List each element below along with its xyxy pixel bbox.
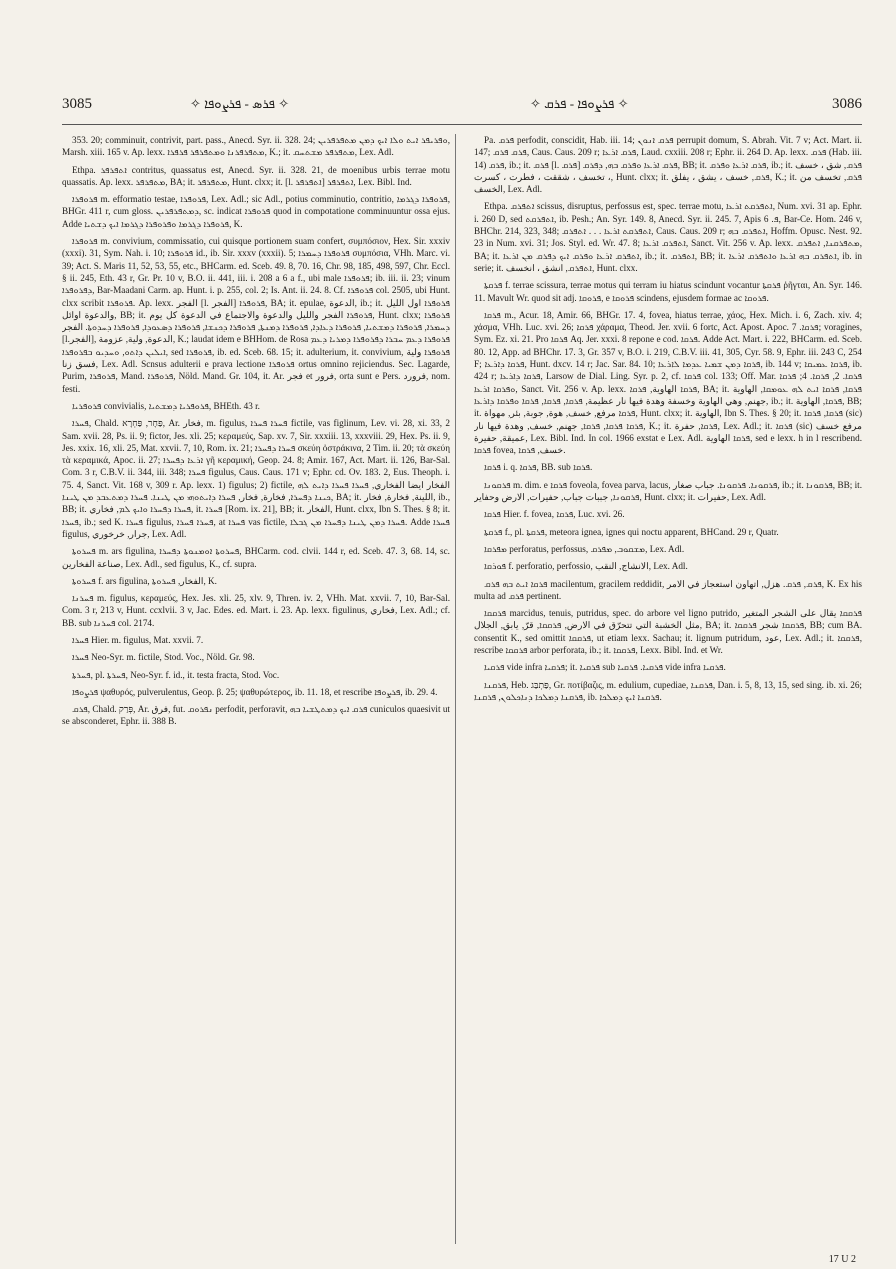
dictionary-entry: ܦܚܪܐ, Chald. פַּחָר, פַּחְרָא, Ar. فخار, m. figulus, ܦܚܪܐ ܦܚܪܐ fictile, vas figlinum, Lev. vi. 28, xi. 33, 2 Sam. xvii. 28, Ps. ii. 9; fictor, Jes. xli. 25; κεραμεύς, Sap. xv. 7, Sir. xxxiii. 13, xxxviii. 29, Hex. Ps. ii. 9, Jes. xxix. 16, xli. 25, Mat. xxvii. 7, 10, Rom. ix. 21; ܦܚܪܐ ܕܦܚܪܐ σκεύη ὀστράκινα, 2 Tim. ii. 20; τὰ σκεύη τὰ κεραμικά, Apoc. ii. 27; ܐܪܥܐ ܕܦܚܪܐ γῆ κεραμική, Geop. 24. 8; Amir. 167, Act. Mart. ii. 126, Bar-Sal. Com. 3 r, C.B.V. ii. 344, iii. 348; ܦܚܪܐ figulus, Caus. Caus. 171 v; Ephr. cd. Ov. 183. 2, Eus. Theoph. i. 75. 4, Sanct. Vit. 168 v, 309 r. Ap. lexx. 1) figulus; 2) fictile, الفخار ايضا الفخاري, ܦܚܪܐ ܦܚܪܐ ܕܐܝܬ ܠܗ ܟܝܢܐ ܕܦܚܪܐ, فخارة, فخار, ܦܚܪܐ ܕܐܝܬܘܗܝ ܡܢ ܛܝܢܐ. ܦܚܪܐ ܕܡܬܥܒܕ ܡܢ ܛܝܢܐ, BA; it. اللينة, فخارة, فخار, ib., BB; it. ܦܚܪܐ ܕܦܚܪܐ ܘܐܝܟ ܠܡ, فخاري, it. ܦܚܪܐ [Rom. ix. 21], BB; it. الفخار, Hunt. clxx, Ibn S. Thes. § 8; it. ܦܚܪܐ, ib.; sed K. ܦܚܪܐ figulus, ܦܚܪܐ ܦܚܪܐ, at ܦܚܪܐ vas fictile, ܦܚܪܐ ܕܡܢ ܛܝܢܐ ܕܦܚܪܐ ܡܢ ܓܒܠܐ. Adde ܦܚܪܐ figulus, جرار, خرخوري, Lex. Adl. [62, 418, 450, 539]
dictionary-entry: ܦܚܪܬܐ, pl. ܦܚܪܬܐ, Neo-Syr. f. id., it. testa fracta, Stod. Voc. [72, 669, 280, 680]
left-page-number: 3085 [62, 96, 92, 112]
dictionary-entry: ܦܚܪܘܬܐ f. ars figulina, الفخار, ܦܚܪܘܬܐ, K. [72, 575, 217, 586]
dictionary-entry: ܦܪܩܝܐ vide infra ܦܪܩܝܐ; it. ܦܪܩܝܐ sub ܦܪܩܝܐ. ܦܪܩܝܐ vide infra ܦܪܩܝܐ. [484, 662, 726, 673]
dictionary-entry: Pa. ܦܪܩ perfodit, conscidit, Hab. iii. 14; ܦܪܩ ܐܢܘܢ perrupit domum, S. Abrah. Vit. 7 v; Act. Mart. ii. 147; ܦܪܩ ܦܪܩ, Caus. Caus. 209 r; ܦܪܩ ܐܪܥܐ, Laud. cxxiii. 208 r; Ephr. ii. 264 D. Ap. lexx. ܦܪܩ (Hab. iii. 14) ܦܪܩ, ib.; it. ܦܪܩ [l. ܦܪܩ] ܦܪܩ ܐܪܥܐ ܘܦܪܩ ܒܗ, ܕܦܪܩ, BB; it. ܦܪܩ ܐܪܥܐ ܘܦܪܩ, ib.; it. ܦܪܩ, شق ، خسف ، تخسف ، شققت ، فطرت ، كسرت, Hunt. clxx; it. ܦܪܩ, خسف ، يشق ، يفلق, K.; it. ܦܪܩ, تخسف من الخسف, Lex. Adl. [474, 135, 862, 195]
dictionary-entry: ܦܪܩܩܐ marcidus, tenuis, putridus, spec. do arbore vel ligno putrido, ܦܪܩܩܐ يقال على الشجر المتغير مثل الخشبة التي تتحرّق في الارض, ܦܪܩܩܐ, قرّ, يابق, الجلال, BA; it. ܦܪܩܩܐ شجر ܦܪܩܩܐ, BB; cum BA. consentit K., sed omittit ܦܪܩܩܐ, ut etiam lexx. Sachau; it. lignum putridum, عود, Lex. Adl.; it. ܦܪܩܩܐ, rescribe ܦܪܩܩܐ arbor perforata, ib.; it. ܦܪܩܩܐ, Lexx. Bibl. Ind. et Wr. [474, 608, 862, 655]
dictionary-entry: ܦܘܪܩܐ f. perforatio, perfossio, الانشاج, النقب, Lex. Adl. [484, 561, 688, 572]
dictionary-entry: ܦܪܩܐ Hier. f. fovea, ܦܪܩܐ, Luc. xvi. 26. [484, 509, 625, 520]
dictionary-entry: ܦܪܩܢܐ, Heb. פַּתְבַּג, Gr. ποτίβαζις, m. edulium, cupediae, ܦܪܩܢܐ, Dan. i. 5, 8, 13, 15, sed sing. ib. xi. 26; ܦܪܩܢܐ ܕܡܠܟܐ ܕܢܐܟܠܘܢ, ܦܪܩܢܐ, ib. ܦܪܩܢܐ ܐܝܟ ܕܡܠܟܐ. [474, 679, 862, 702]
dictionary-entry: ܦܪܩܬܐ f., pl. ܦܪܩܬܐ, meteora ignea, ignes qui noctu apparent, BHCand. 29 r, Quatr. [484, 526, 779, 537]
left-running-head: ✧ ܦܪܣ - ܦܪܨܘܦܐ ✧ [190, 96, 290, 111]
dictionary-entry: 353. 20; comminuit, contrivit, part. pass., Anecd. Syr. ii. 328. 24; ܘܦܪܝܦܪ ܐܝܬ ܘܠܐ ܐܝܟ ܕܡܢ ܡܬܦܪܦܪܝܢ, Marsh. xiii. 165 v. Ap. lexx. ܡܬܦܪܦܪܢܐ ܘܡܬܦܪܦܪ ܦܪܦܪܐ, K.; it. ܡܬܦܪܦܪ ܡܫܬܚܩ, Lex. Adl. [62, 135, 450, 158]
dictionary-entry: ܡܦܪܩܐ perforatus, perfossus, ܡܫܩܘܒ, ܡܦܪܩ, Lex. Adl. [484, 543, 685, 554]
dictionary-entry: ܦܪܩܘܢܐ m. dim. e ܦܪܩܐ foveola, fovea parva, lacus, ܦܪܩܘܢܐ. ܦܪܩܘܢܐ. جباب صغار, ib.; it. ܦܪܩܘܢܐ, BB; it. ܦܪܩܘܢܐ, جببات جباب, حفيرات, الارض وحفاير, Hunt. clxx; it. حفيرات, Lex. Adl. [474, 479, 862, 503]
column-divider [455, 134, 456, 1244]
dictionary-entry: ܦܚܪܐ Hier. m. figulus, Mat. xxvii. 7. [72, 634, 204, 645]
dictionary-entry: ܦܚܪܘܬܐ m. ars figulina, ܦܚܪܘܬܐ ܐܘܡܢܘܬܐ ܕܦܚܪܐ, BHCarm. cod. clvii. 144 r, ed. Sceb. 47. 3, 68. 14, sc. صناعة الفخارين, Lex. Adl., sed figulus, K., cf. supra. [62, 546, 450, 569]
dictionary-entry: ܦܪܩܐ ܐܝܬ ܒܗ ܦܪܩ macilentum, gracilem reddidit, ܦܪܩ, ܦܪܩ. هزل, اتهاون استعجاز في الامر, K. Ex his multa ad ܦܪܩ pertinent. [474, 578, 862, 601]
dictionary-entry: ܦܪܩ, Chald. פְּרַק, Ar. فرق, fut. ܢܦܪܘܩ perfodit, perforavit, ܦܪܩ ܐܝܟ ܕܡܬܛܫܝܐ ܒܗ cuniculos quaesivit ut se absconderet, Ephr. ii. 388 B. [62, 704, 450, 727]
dictionary-entry: ܦܪܘܦܪܐ m. convivium, commissatio, cui quisque portionem suam confert, συμπόσιον, Hex. Sir. xxxiv (xxxi). 31, Sym. Nah. i. 10; ܦܪܘܦܪܐ id., ib. Sir. xxxv (xxxii). 5; ܦܪܘܦܪܐ ܕܚܡܪܐ συμπόσια, VHh. Marc. vi. 39; Act. S. Maris 11, 52, 53, 55, etc., BHCarm. ed. Sceb. 49. 8, 70. 16, Chr. 98, 185, 498, 597, Chr. Eccl. § ii. 245, Eth. 43 r, Gr. Pr. 10 v, B.O. ii. 441, iii. i. 208 a 6 a f., ubi male ܦܪܘܦܪܐ; ib. iii. ii. 23; vinum ܕܦܪܘܦܪܐ, Bar-Maadani Carm. ap. Hunt. i. p. 255, col. 2; Is. Ant. ii. 24. 8. Cf. ܦܪܘܦܪܐ col. 2505, ubi Hunt. clxx scribit ܦܪܘܦܪܐ. Ap. lexx. الفجر [l. الفجر] ܦܪܘܦܪܐ, BA; it. epulae, الدعوة, ib.; it. ܦܪܘܦܪܐ اول الليل والدعوة اوائل, BB; it. ܦܪܘܦܪܐ الفجر والليل والدعوة والاجتماع في الدعوة كل يوم, Hunt. clxx; ܦܪܘܦܪܐ ܕܚܡܪܐ, ܦܪܘܦܪܐ ܕܡܫܬܝܐ, ܦܪܘܦܪܐ ܕܥܐܕܐ, ܦܪܘܦܪܐ ܕܡܢܬܐ, ܦܪܘܦܪܐ ܕܟܢܫܐ, ܦܪܘܦܪܐ ܕܣܥܘܕܐ, ܦܪܘܦܪܐ ܕܚܕܘܬܐ. الفجر [l.الفجر], الدعوة, ولية, عزومة, K.; laudat idem e BHHom. de Rosa ܦܪܘܦܪܐ ܕܥܡ ܚܒܪܐ ܕܦܪܘܦܪܐ ܕܡܪܝܐ ܕܥܡ ܐܝܠܝܢ ܕܐܬܘ, ܘܚܕܝܘ ܒܦܪܘܦܪܐ, sed ܦܪܘܦܪܐ, ib. ed. Sceb. 68. 15; it. adulterium, it. convivium, ܦܪܘܦܪܐ ولية فسق زنا, Lex. Adl. Scnsus adulterii e prava lectione ܦܪܘܦܪܐ ortus omnino rejiciendus. Sec. Lagarde, Purim, ܦܪܘܦܪܐ, Mand. ܦܪܘܦܪܐ, Nöld. Mand. Gr. 104, it. Ar. فجر et فرور, orta sunt e Pers. فرورد, nom. festi. [62, 236, 450, 394]
dictionary-entry: ܦܪܘܦܪܝܐ convivialis, ܦܪܘܦܪܝܐ ܕܡܫܬܝܐ, BHEth. 43 r. [72, 400, 260, 411]
right-column [474, 134, 862, 1244]
dictionary-entry: ܦܪܩܐ i. q. ܦܪܩܐ, BB. sub ܦܪܩܐ. [484, 462, 593, 473]
right-running-head: ✧ ܦܪܨܘܦܐ - ܦܪܩ ✧ [530, 96, 629, 111]
right-page-number: 3086 [832, 96, 862, 112]
dictionary-entry: ܦܪܩܐ m., Acur. 18, Amir. 66, BHGr. 17. 4, fovea, hiatus terrae, χάος, Hex. Mich. i. 6, Zach. xiv. 4; χάσμα, VHh. Luc. xvi. 26; ܦܪܩܐ χάραμα, Theod. Jer. xvii. 6 fortc, Act. Apost. Apoc. ܦܪܩܐ. 7; voragines, Sym. Ez. xi. 21. Pro ܦܪܩܐ Aq. Jer. xxxi. 8 repone e cod. ܦܪܩܐ. Adde Act. Mart. i. 222, BHCarm. ed. Sceb. 80. 12, App. ad BHChr. 17. 3, Gr. 357 v, B.O. i. 219, C.B.V. iii. 41, 305, Cyr. 58. 9, Ephr. iii. 243 C, 254 F; ܦܪܩܐ ܕܐܪܥܐ, Hunt. dxcv. 14 r; Jac. Sar. 84. 10; ܦܪܩܐ ܕܡܢ ܫܡܝܐ ܥܕܡܐ ܠܐܪܥܐ, ib. 144 v; ܦܪܩܐ ܥܡܝܩܐ, ib. 424 r; ܦܪܩܐ ܕܐܪܥܐ, Larsow de Dial. Ling. Syr. p. 2, cf. ܦܪܩܐ col. 133; Off. Mar. ܦܪܩܐ. 2, ܦܪܩܐ. 4; ܦܪܩܐ ܘܦܪܩܐ ܐܪܥܐ, Sanct. Vit. 256 v. Ap. lexx. ܦܪܩܐ الهاوية, ܦܪܩܐ, BA; it. ܦܪܩܐ, ܦܪܩܐ ܐܝܬ ܠܗ ܥܘܡܩܐ, الهاوية جهنم, وهي الهاوية وخسفة وهدة فيها نار عظيمة, ܦܪܩܐ, ܦܪܩܐ, ܦܪܩܐ ܘܦܪܩܐ ܕܐܪܥܐ, ib.; it. ܦܪܩܐ, الهاوية, BB; it. ܦܪܩܐ مرفع, خسف, هوة, جوبة, بئر, مهواة, Hunt. clxx; it. الهاوية, Ibn S. Thes. § 20; it. ܦܪܩܐ, ܦܪܩܐ (sic) ܦܪܩܐ ܦܪܩܐ, ܦܪܩܐ, جهنم, خسف, وهدة فيها نار, K.; it. ܦܪܩܐ, حفرة, Lex. Adl.; it. ܦܪܩܐ (sic) مرفع خسف عميقة, حفيرة, Lex. Bibl. Ind. In col. 1966 exstat e Lex. Adl. ܦܪܩܐ الهاوية, sed e lexx. h in l rescribend. ܦܪܩܐ fovea, خسف, ܦܪܩܐ. [474, 309, 862, 456]
dictionary-entry: ܦܚܪܐ Neo-Syr. m. fictile, Stod. Voc., Nöld. Gr. 98. [72, 652, 255, 663]
page-header [0, 96, 896, 126]
dictionary-entry: Ethpa. ܐܬܦܪܩ scissus, disruptus, perfossus est, spec. terrae motu, ܐܬܦܪܩܬ ܐܪܥܐ, Num. xvi. 31 ap. Ephr. i. 260 D, sed ܐܬܦܪܩܬ, ib. Pesh.; An. Syr. 149. 8, Anecd. Syr. ii. 245. 7, Apis ܦ. 6, Bar-Ce. Hom. 246 v, BHChr. 214, 323, 348; ܐܬܦܪܩܬ ܐܪܥܐ . . . ܐܬܦܪܩ, Caus. Caus. 209 r; ܐܬܦܪܩ ܒܗ, Hoffm. Opusc. Nest. 92. 23 in Num. xvi. 31; Jos. Styl. ed. Wr. 47. 8; ܐܬܦܪܩ ܐܪܥܐ, Sanct. Vit. 256 v. Ap. lexx. ܡܬܦܪܩܢܐ, ܐܬܦܪܩ, BA; it. ܐܬܦܪܩ ܐܪܥܐ ܘܦܪܩ ܐܝܟ ܕܦܪܩ ܡܢ ܐܪܥܐ, ib.; it. ܐܬܦܪܩ, BB; it. ܐܬܦܪܩ ܒܗ ܐܪܥܐ ܘܐܬܦܪܩ ܐܪܥܐ, ib. in serie; it. ܐܬܦܪܩ, انشق ، انخسف, Hunt. clxx. [474, 201, 862, 273]
dictionary-entry: ܦܪܩܬܐ f. terrae scissura, terrae motus qui terram iu hiatus scindunt vocantur ܦܪܩܬܐ ῥῆγται, An. Syr. 146. 11. Mavult Wr. quod sit adj. ܦܪܘܩܐ, e ܦܪܘܩܐ scindens, ejusdem formae ac ܦܪܘܩܐ. [474, 280, 862, 303]
header-rule [62, 124, 862, 125]
dictionary-entry: Ethpa. ܐܬܦܪܦܪ contritus, quassatus est, Anecd. Syr. ii. 328. 21, de moenibus urbis terrae motu quassatis. Ap. lexx. ܡܬܦܪܦܪ, BA; it. ܡܬܦܪܦܪ, Hunt. clxx; it. [l. ܐܬܦܪܦܪ] ܐܬܦܪܦܪ, Lex. Bibl. Ind. [62, 164, 450, 187]
sheet-signature: 17 U 2 [828, 1254, 856, 1265]
dictionary-entry: ܦܚܪܢܐ m. figulus, κεραμεύς, Hex. Jes. xli. 25, xlv. 9, Thren. iv. 2, VHh. Mat. xxvii. 7, 10, Bar-Sal. Com. 3 r, 213 v, Hunt. ccxlvii. 3 v, Jac. Edes. ed. Mart. i. 23. Ap. lexx. figulinus, فخاري, Lex. Adl.; cf. BB. sub ܦܚܪܢܐ col. 2174. [62, 593, 450, 628]
dictionary-entry: ܦܪܨܘܦܐ ψαθυρός, pulverulentus, Geop. β. 25; ψαθυρώτερος, ib. 11. 18, et rescribe ܦܪܨܘܦܐ, ib. 29. 4. [72, 686, 438, 697]
left-column [62, 134, 450, 1244]
dictionary-entry: ܦܪܘܦܪܐ m. efformatio testae, ܦܪܘܦܪܐ, Lex. Adl.; sic Adl., potius comminutio, contritio, ܦܪܘܦܪܐ ܕܓܪܡܐ, BHGr. 411 r, cum gloss. ܕܡܬܦܪܦܪܝܢ, sc. indicat ܦܪܘܦܪܐ quod in compotatione comminuuntur ossa ejus. Adde ܦܪܘܦܪܐ ܕܓܪܡܐ ܘܦܪܘܦܪܐ ܕܓܪܡܐ ܐܝܟ ܕܫܬܝܐ, K. [62, 194, 450, 229]
